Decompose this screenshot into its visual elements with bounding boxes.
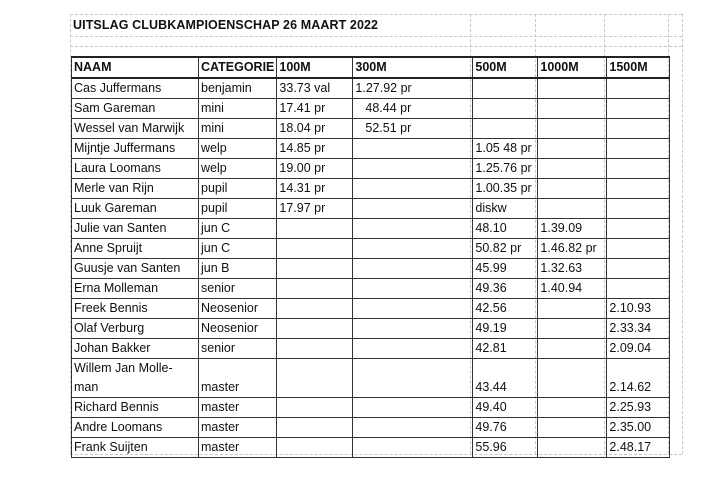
cell-1500m: [607, 279, 670, 299]
column-header-100m: 100M: [277, 57, 353, 78]
cell-1500m: [607, 219, 670, 239]
table-row: [72, 359, 670, 398]
cell-500m: 49.19: [473, 319, 538, 339]
cell-300m: [353, 279, 473, 299]
cell-1000m: [538, 119, 607, 139]
cell-1000m: [538, 438, 607, 458]
cell-1000m: [538, 398, 607, 418]
cell-1500m: 2.33.34: [607, 319, 670, 339]
cell-500m: diskw: [473, 199, 538, 219]
cell-100m: [277, 418, 353, 438]
cell-naam: Merle van Rijn: [72, 179, 199, 199]
cell-500m: 1.00.35 pr: [473, 179, 538, 199]
cell-1500m: [607, 139, 670, 159]
cell-500m: 42.56: [473, 299, 538, 319]
cell-100m: [277, 319, 353, 339]
cell-300m: [353, 239, 473, 259]
cell-1000m: [538, 418, 607, 438]
cell-1500m: [607, 78, 670, 99]
cell-naam: Erna Molleman: [72, 279, 199, 299]
cell-300m: [353, 199, 473, 219]
cell-300m: [353, 339, 473, 359]
cell-1000m: [538, 199, 607, 219]
cell-1500m: 2.35.00: [607, 418, 670, 438]
cell-100m: [277, 398, 353, 418]
cell-1500m: 2.25.93: [607, 398, 670, 418]
cell-100m: 14.85 pr: [277, 139, 353, 159]
cell-500m: 49.40: [473, 398, 538, 418]
cell-naam: Anne Spruijt: [72, 239, 199, 259]
cell-500m: 49.36: [473, 279, 538, 299]
cell-categorie: jun B: [199, 259, 277, 279]
cell-300m: [353, 418, 473, 438]
page-title: UITSLAG CLUBKAMPIOENSCHAP 26 MAART 2022: [73, 18, 379, 32]
column-header-1000m: 1000M: [538, 57, 607, 78]
cell-300m: [353, 319, 473, 339]
cell-1000m: [538, 319, 607, 339]
cell-categorie: mini: [199, 99, 277, 119]
table-row: [72, 418, 670, 438]
cell-300m: [353, 299, 473, 319]
cell-naam: Sam Gareman: [72, 99, 199, 119]
cell-naam: Mijntje Juffermans: [72, 139, 199, 159]
results-body: [72, 78, 670, 458]
cell-100m: 33.73 val: [277, 78, 353, 99]
header-row: [72, 57, 670, 78]
cell-300m: [353, 259, 473, 279]
cell-1000m: 1.39.09: [538, 219, 607, 239]
cell-naam: Julie van Santen: [72, 219, 199, 239]
cell-100m: [277, 219, 353, 239]
cell-100m: [277, 438, 353, 458]
cell-categorie: pupil: [199, 199, 277, 219]
cell-500m: 55.96: [473, 438, 538, 458]
cell-100m: 14.31 pr: [277, 179, 353, 199]
cell-1500m: [607, 179, 670, 199]
cell-300m: [353, 159, 473, 179]
cell-500m: [473, 78, 538, 99]
cell-categorie: mini: [199, 119, 277, 139]
cell-categorie: jun C: [199, 239, 277, 259]
gridline: [70, 14, 682, 15]
cell-naam: Laura Loomans: [72, 159, 199, 179]
cell-300m: [353, 438, 473, 458]
cell-500m: 49.76: [473, 418, 538, 438]
cell-naam: Johan Bakker: [72, 339, 199, 359]
cell-naam: Luuk Gareman: [72, 199, 199, 219]
cell-1000m: [538, 179, 607, 199]
cell-1000m: [538, 299, 607, 319]
table-row: [72, 219, 670, 239]
cell-500m: 42.81: [473, 339, 538, 359]
cell-1000m: 1.40.94: [538, 279, 607, 299]
cell-500m: 48.10: [473, 219, 538, 239]
column-header-1500m: 1500M: [607, 57, 670, 78]
cell-1000m: [538, 99, 607, 119]
cell-100m: [277, 339, 353, 359]
cell-1000m: [538, 339, 607, 359]
cell-categorie: senior: [199, 279, 277, 299]
cell-categorie: jun C: [199, 219, 277, 239]
cell-100m: 19.00 pr: [277, 159, 353, 179]
cell-300m: [353, 179, 473, 199]
cell-categorie: Neosenior: [199, 299, 277, 319]
cell-categorie: master: [199, 359, 277, 398]
table-row: [72, 139, 670, 159]
table-row: [72, 159, 670, 179]
cell-100m: 18.04 pr: [277, 119, 353, 139]
table-row: [72, 119, 670, 139]
cell-500m: 1.05 48 pr: [473, 139, 538, 159]
cell-naam: Andre Loomans: [72, 418, 199, 438]
cell-1000m: 1.32.63: [538, 259, 607, 279]
cell-300m: 48.44 pr: [353, 99, 473, 119]
cell-1500m: [607, 159, 670, 179]
table-row: [72, 99, 670, 119]
gridline: [70, 46, 682, 47]
gridline: [682, 14, 683, 454]
cell-100m: [277, 279, 353, 299]
cell-300m: [353, 359, 473, 398]
cell-categorie: master: [199, 418, 277, 438]
cell-500m: 43.44: [473, 359, 538, 398]
table-row: [72, 279, 670, 299]
cell-categorie: benjamin: [199, 78, 277, 99]
cell-1500m: [607, 259, 670, 279]
cell-500m: [473, 99, 538, 119]
cell-1500m: 2.10.93: [607, 299, 670, 319]
cell-100m: [277, 239, 353, 259]
cell-1000m: [538, 78, 607, 99]
table-row: [72, 339, 670, 359]
cell-1500m: [607, 199, 670, 219]
cell-500m: 50.82 pr: [473, 239, 538, 259]
cell-500m: 45.99: [473, 259, 538, 279]
cell-categorie: senior: [199, 339, 277, 359]
table-row: [72, 199, 670, 219]
cell-300m: [353, 139, 473, 159]
cell-naam: Willem Jan Molle- man: [72, 359, 199, 398]
cell-categorie: master: [199, 398, 277, 418]
column-header-naam: NAAM: [72, 57, 199, 78]
cell-300m: [353, 398, 473, 418]
cell-100m: 17.41 pr: [277, 99, 353, 119]
table-row: [72, 179, 670, 199]
cell-1500m: [607, 119, 670, 139]
cell-100m: [277, 259, 353, 279]
table-row: [72, 78, 670, 99]
table-row: [72, 438, 670, 458]
table-row: [72, 299, 670, 319]
column-header-300m: 300M: [353, 57, 473, 78]
table-row: [72, 239, 670, 259]
cell-100m: [277, 299, 353, 319]
cell-100m: 17.97 pr: [277, 199, 353, 219]
table-row: [72, 398, 670, 418]
cell-naam: Cas Juffermans: [72, 78, 199, 99]
cell-categorie: Neosenior: [199, 319, 277, 339]
cell-naam: Freek Bennis: [72, 299, 199, 319]
results-table: [71, 56, 670, 458]
cell-300m: 52.51 pr: [353, 119, 473, 139]
column-header-categorie: CATEGORIE: [199, 57, 277, 78]
cell-1000m: [538, 359, 607, 398]
cell-500m: 1.25.76 pr: [473, 159, 538, 179]
table-row: [72, 319, 670, 339]
cell-300m: 1.27.92 pr: [353, 78, 473, 99]
cell-naam: Olaf Verburg: [72, 319, 199, 339]
cell-1000m: [538, 159, 607, 179]
cell-1500m: 2.09.04: [607, 339, 670, 359]
cell-1500m: [607, 99, 670, 119]
cell-categorie: welp: [199, 139, 277, 159]
cell-naam: Richard Bennis: [72, 398, 199, 418]
cell-categorie: welp: [199, 159, 277, 179]
column-header-500m: 500M: [473, 57, 538, 78]
cell-1000m: [538, 139, 607, 159]
cell-500m: [473, 119, 538, 139]
cell-categorie: master: [199, 438, 277, 458]
gridline: [70, 36, 682, 37]
cell-categorie: pupil: [199, 179, 277, 199]
cell-1000m: 1.46.82 pr: [538, 239, 607, 259]
cell-1500m: 2.48.17: [607, 438, 670, 458]
cell-naam: Wessel van Marwijk: [72, 119, 199, 139]
cell-naam: Frank Suijten: [72, 438, 199, 458]
cell-naam: Guusje van Santen: [72, 259, 199, 279]
cell-100m: [277, 359, 353, 398]
cell-300m: [353, 219, 473, 239]
table-row: [72, 259, 670, 279]
cell-1500m: 2.14.62: [607, 359, 670, 398]
cell-1500m: [607, 239, 670, 259]
